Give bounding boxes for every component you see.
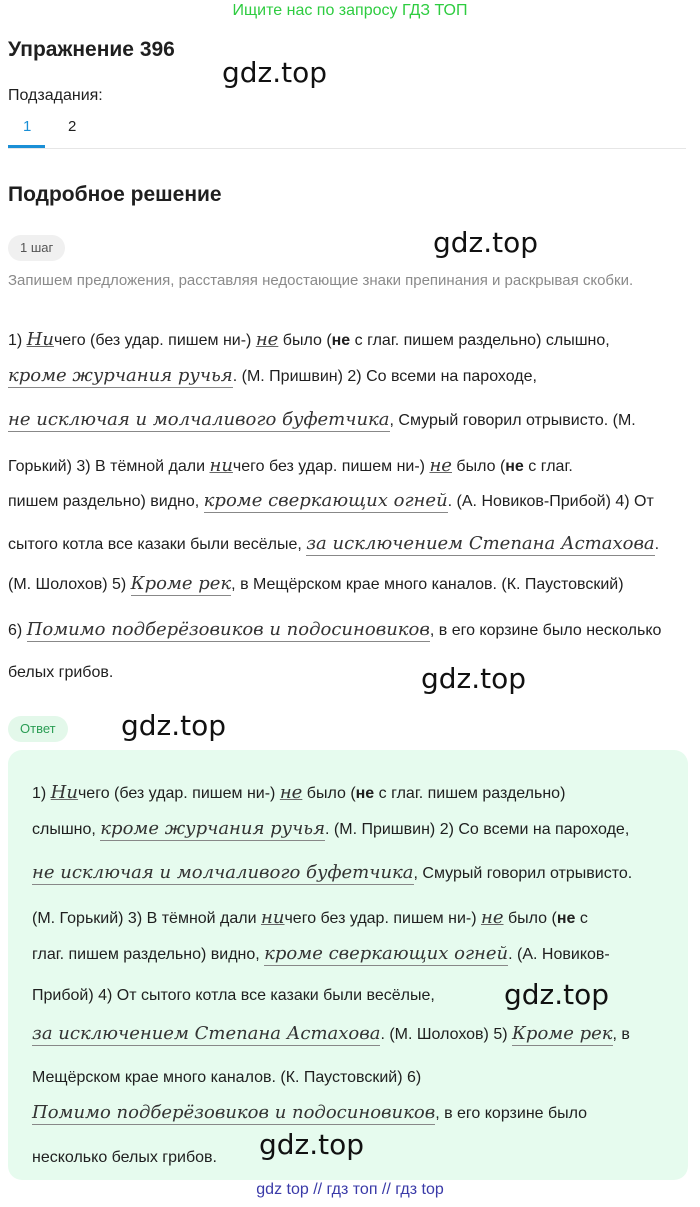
text-segment: пишем раздельно) видно,	[8, 493, 204, 510]
exercise-title: Упражнение 396	[8, 38, 175, 61]
text-segment: чего (без удар. пишем ни-)	[53, 332, 256, 349]
text-line	[32, 1069, 421, 1087]
solution-title: Подробное решение	[8, 183, 222, 206]
text-segment: не	[481, 907, 504, 928]
text-line	[8, 533, 659, 554]
text-line	[8, 619, 661, 640]
text-segment: Прибой) 4) От сытого котла все казаки были весёлые,	[32, 987, 435, 1004]
text-segment: глаг. пишем раздельно) видно,	[32, 946, 265, 963]
text-line	[32, 907, 588, 928]
text-segment: за исключением Степана Астахова	[306, 533, 655, 554]
text-segment: , в Мещёрском крае много каналов. (К. Паустовский)	[231, 576, 624, 593]
watermark: gdz.top	[421, 662, 527, 695]
text-segment: было (	[302, 785, 356, 802]
text-segment: кроме журчания ручья	[8, 365, 233, 386]
text-segment: Горький) 3) В тёмной дали	[8, 458, 210, 475]
text-segment: Мещёрском крае много каналов. (К. Паустовский) 6)	[32, 1069, 422, 1086]
text-line	[8, 490, 654, 511]
text-segment: (М. Шолохов) 5)	[8, 576, 131, 593]
watermark: gdz.top	[504, 978, 610, 1011]
text-segment: чего (без удар. пишем ни-)	[77, 785, 280, 802]
text-segment: , Смурый говорил отрывисто. (М.	[389, 412, 636, 429]
subtasks-label: Подзадания:	[8, 87, 103, 104]
text-segment: Помимо подберёзовиков и подосиновиков	[26, 619, 430, 640]
text-segment: 6)	[8, 622, 27, 639]
text-segment: Ни	[50, 782, 78, 803]
text-segment: сытого котла все казаки были весёлые,	[8, 536, 307, 553]
text-segment: (М. Горький) 3) В тёмной дали	[32, 910, 262, 927]
tab-subtask-2[interactable]: 2	[68, 118, 77, 135]
footer-links[interactable]: gdz top // гдз топ // гдз top	[256, 1181, 444, 1198]
text-segment: не	[505, 458, 524, 475]
text-line	[32, 1102, 587, 1123]
text-line	[32, 943, 610, 964]
text-segment: . (М. Пришвин) 2) Со всеми на пароходе,	[325, 821, 630, 838]
text-segment: несколько белых грибов.	[32, 1149, 217, 1166]
answer-badge: Ответ	[8, 716, 68, 742]
text-segment: . (А. Новиков-Прибой) 4) От	[447, 493, 654, 510]
text-segment: 1)	[8, 332, 27, 349]
watermark: gdz.top	[433, 226, 539, 259]
text-line	[32, 987, 435, 1005]
text-line	[8, 664, 113, 682]
text-segment: белых грибов.	[8, 664, 114, 681]
watermark: gdz.top	[222, 56, 328, 89]
text-segment: слышно,	[32, 821, 101, 838]
text-segment: ни	[209, 455, 233, 476]
text-segment: , в его корзине было	[435, 1105, 588, 1122]
text-segment: с	[575, 910, 588, 927]
tab-subtask-1[interactable]: 1	[23, 118, 32, 135]
text-segment: не	[279, 782, 303, 803]
text-segment: , Смурый говорил отрывисто.	[413, 865, 633, 882]
text-segment: с глаг.	[523, 458, 573, 475]
text-segment: не	[556, 910, 576, 927]
text-segment: . (А. Новиков-	[508, 946, 610, 963]
text-line	[8, 573, 624, 594]
text-line	[8, 329, 610, 350]
text-segment: кроме сверкающих огней	[203, 490, 448, 511]
text-segment: . (М. Шолохов) 5)	[380, 1026, 512, 1043]
text-segment: с глаг. пишем раздельно) слышно,	[350, 332, 610, 349]
text-segment: . (М. Пришвин) 2) Со всеми на пароходе,	[232, 368, 537, 385]
watermark: gdz.top	[121, 709, 227, 742]
text-segment: было (	[278, 332, 332, 349]
subtask-tabs	[8, 112, 686, 149]
text-segment: не	[331, 332, 351, 349]
text-segment: 1)	[32, 785, 51, 802]
text-line	[32, 782, 565, 803]
text-segment: не	[255, 329, 279, 350]
text-segment: не	[429, 455, 452, 476]
text-segment: кроме журчания ручья	[100, 818, 326, 839]
watermark: gdz.top	[259, 1128, 365, 1161]
answer-box	[8, 750, 688, 1180]
text-segment: Кроме рек	[511, 1023, 613, 1044]
text-segment: не исключая и молчаливого буфетчика	[32, 862, 414, 883]
step-badge: 1 шаг	[8, 235, 65, 261]
solution-intro: Запишем предложения, расставляя недостающие знаки препинания и раскрывая скобки.	[8, 272, 634, 289]
text-segment: , в его корзине было несколько	[429, 622, 662, 639]
text-segment: Кроме рек	[130, 573, 232, 594]
text-segment: Помимо подберёзовиков и подосиновиков	[32, 1102, 436, 1123]
text-segment: кроме сверкающих огней	[264, 943, 509, 964]
text-segment: не исключая и молчаливого буфетчика	[8, 409, 390, 430]
text-line	[32, 862, 632, 883]
active-tab-indicator	[8, 145, 45, 148]
text-line	[32, 818, 629, 839]
text-segment: чего без удар. пишем ни-)	[232, 458, 430, 475]
text-segment: за исключением Степана Астахова	[32, 1023, 381, 1044]
text-line	[32, 1149, 217, 1167]
text-segment: чего без удар. пишем ни-)	[284, 910, 481, 927]
text-segment: Ни	[26, 329, 54, 350]
text-segment: не	[355, 785, 375, 802]
promo-banner[interactable]: Ищите нас по запросу ГДЗ ТОП	[232, 2, 468, 19]
text-segment: , в	[612, 1026, 630, 1043]
text-segment: было (	[451, 458, 506, 475]
text-line	[8, 365, 537, 386]
text-line	[32, 1023, 630, 1044]
text-segment: с глаг. пишем раздельно)	[374, 785, 566, 802]
text-segment: ни	[261, 907, 285, 928]
text-line	[8, 455, 573, 476]
text-line	[8, 409, 636, 430]
text-segment: .	[654, 536, 660, 553]
text-segment: было (	[503, 910, 557, 927]
